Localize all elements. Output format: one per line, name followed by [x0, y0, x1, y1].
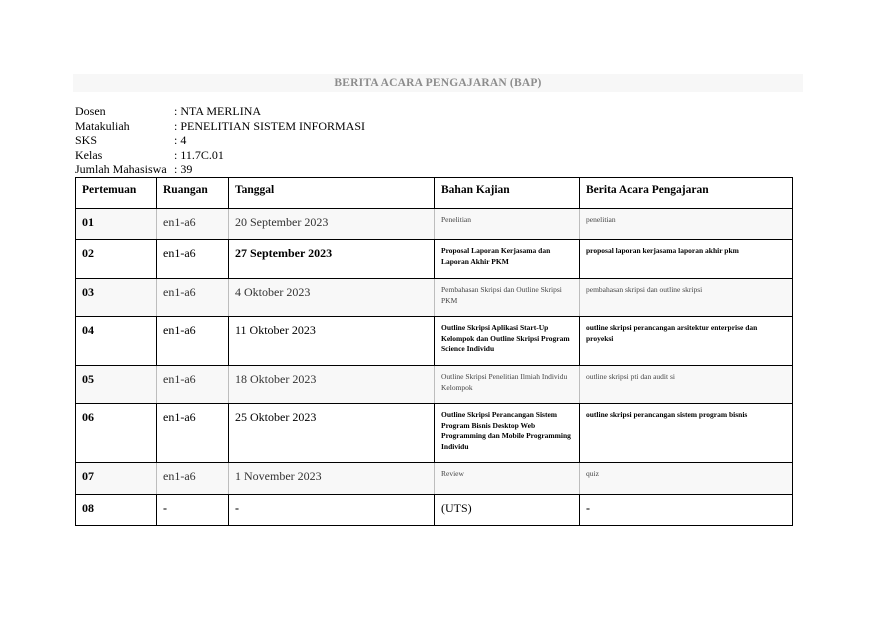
cell-berita-acara: penelitian — [580, 209, 793, 240]
cell-bahan-kajian: Pembahasan Skripsi dan Outline Skripsi PKM — [435, 279, 580, 317]
cell-berita-acara: pembahasan skripsi dan outline skripsi — [580, 279, 793, 317]
info-value: : 39 — [174, 162, 193, 176]
cell-ruangan: en1-a6 — [157, 317, 229, 366]
info-label: Dosen — [75, 104, 106, 118]
cell-pertemuan: 06 — [76, 404, 157, 463]
cell-berita-acara: outline skripsi perancangan arsitektur enterprise dan proyeksi — [580, 317, 793, 366]
cell-pertemuan: 04 — [76, 317, 157, 366]
cell-ruangan: en1-a6 — [157, 404, 229, 463]
cell-tanggal: 4 Oktober 2023 — [229, 279, 435, 317]
cell-ruangan: en1-a6 — [157, 279, 229, 317]
cell-bahan-kajian: Outline Skripsi Aplikasi Start-Up Kelompok dan Outline Skripsi Program Science Individu — [435, 317, 580, 366]
cell-tanggal: 27 September 2023 — [229, 240, 435, 279]
page-title: BERITA ACARA PENGAJARAN (BAP) — [73, 74, 803, 92]
header-bahan-kajian: Bahan Kajian — [435, 178, 580, 209]
cell-pertemuan: 03 — [76, 279, 157, 317]
cell-pertemuan: 02 — [76, 240, 157, 279]
info-row-kelas — [75, 148, 365, 163]
info-row-matakuliah — [75, 119, 365, 134]
cell-tanggal: 25 Oktober 2023 — [229, 404, 435, 463]
cell-pertemuan: 07 — [76, 463, 157, 495]
cell-berita-acara: outline skripsi pti dan audit si — [580, 366, 793, 404]
info-label: SKS — [75, 133, 98, 147]
cell-berita-acara: - — [580, 495, 793, 526]
table-row — [76, 404, 793, 463]
bap-table — [75, 177, 793, 526]
header-berita-acara: Berita Acara Pengajaran — [580, 178, 793, 209]
cell-tanggal: 20 September 2023 — [229, 209, 435, 240]
info-value: : 4 — [174, 133, 187, 147]
cell-bahan-kajian: Penelitian — [435, 209, 580, 240]
info-value: : NTA MERLINA — [174, 104, 262, 118]
info-label: Jumlah Mahasiswa — [75, 162, 167, 176]
table-header-row — [76, 178, 793, 209]
info-label: Matakuliah — [75, 118, 130, 133]
table-row — [76, 279, 793, 317]
cell-ruangan: en1-a6 — [157, 209, 229, 240]
table-row — [76, 495, 793, 526]
cell-ruangan: en1-a6 — [157, 240, 229, 279]
cell-bahan-kajian: Proposal Laporan Kerjasama dan Laporan Akhir PKM — [435, 240, 580, 279]
cell-tanggal: 1 November 2023 — [229, 463, 435, 495]
table-row — [76, 240, 793, 279]
course-info — [75, 104, 365, 177]
table-row — [76, 366, 793, 404]
info-value: : PENELITIAN SISTEM INFORMASI — [174, 118, 366, 133]
cell-tanggal: - — [229, 495, 435, 526]
header-ruangan: Ruangan — [157, 178, 229, 209]
info-row-jumlah-mahasiswa — [75, 162, 365, 177]
cell-berita-acara: proposal laporan kerjasama laporan akhir pkm — [580, 240, 793, 279]
info-row-dosen — [75, 104, 365, 119]
header-pertemuan: Pertemuan — [76, 178, 157, 209]
cell-pertemuan: 01 — [76, 209, 157, 240]
cell-bahan-kajian: Review — [435, 463, 580, 495]
cell-pertemuan: 08 — [76, 495, 157, 526]
table-row — [76, 209, 793, 240]
cell-bahan-kajian: (UTS) — [435, 495, 580, 526]
header-tanggal: Tanggal — [229, 178, 435, 209]
info-label: Kelas — [75, 147, 103, 162]
cell-berita-acara: quiz — [580, 463, 793, 495]
cell-bahan-kajian: Outline Skripsi Penelitian Ilmiah Individu Kelompok — [435, 366, 580, 404]
cell-pertemuan: 05 — [76, 366, 157, 404]
info-value: : 11.7C.01 — [174, 147, 224, 162]
cell-ruangan: - — [157, 495, 229, 526]
table-row — [76, 463, 793, 495]
cell-tanggal: 18 Oktober 2023 — [229, 366, 435, 404]
cell-ruangan: en1-a6 — [157, 463, 229, 495]
info-row-sks — [75, 133, 365, 148]
cell-tanggal: 11 Oktober 2023 — [229, 317, 435, 366]
cell-berita-acara: outline skripsi perancangan sistem program bisnis — [580, 404, 793, 463]
table-row — [76, 317, 793, 366]
cell-bahan-kajian: Outline Skripsi Perancangan Sistem Program Bisnis Desktop Web Programming dan Mobile Programming Individu — [435, 404, 580, 463]
cell-ruangan: en1-a6 — [157, 366, 229, 404]
